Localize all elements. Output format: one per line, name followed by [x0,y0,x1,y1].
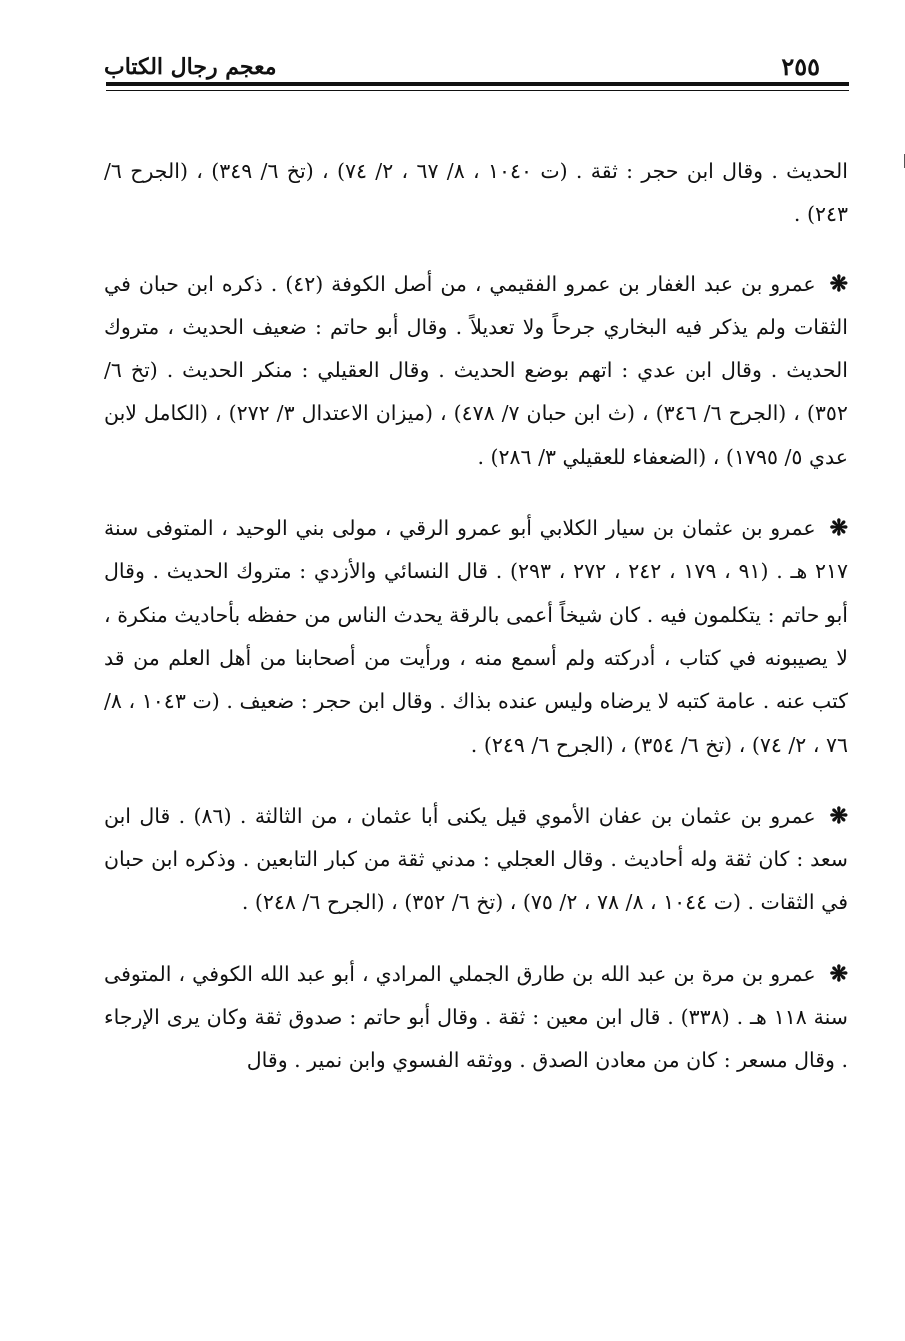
page-header [104,46,822,86]
entry-text: عمرو بن عثمان بن سيار الكلابي أبو عمرو الرقي ، مولى بني الوحيد ، المتوفى سنة ٢١٧ هـ . (٩١ ، ١٧٩ ، ٢٤٢ ، ٢٧٢ ، ٢٩٣) . قال النسائي والأزدي : متروك الحديث . وقال أبو حاتم : يتكلمون فيه . كان شيخاً أعمى بالرقة يحدث الناس من حفظه بأحاديث منكرة ، لا يصيبونه في كتاب ، أدركته ولم أسمع منه ، ورأيت من أصحابنا من أهل العلم من قد كتب عنه . عامة كتبه لا يرضاه وليس عنده بذاك . وقال ابن حجر : ضعيف . (ت ١٠٤٣ ، ٨/ ٧٦ ، ٢/ ٧٤) ، (تخ ٦/ ٣٥٤) ، (الجرح ٦/ ٢٤٩) . [104,516,849,757]
entry-text: عمرو بن عبد الغفار بن عمرو الفقيمي ، من أصل الكوفة (٤٢) . ذكره ابن حبان في الثقات ولم يذكر فيه البخاري جرحاً ولا تعديلاً . وقال أبو حاتم : ضعيف الحديث ، متروك الحديث . وقال ابن عدي : اتهم بوضع الحديث . وقال العقيلي : منكر الحديث . (تخ ٦/ ٣٥٢) ، (الجرح ٦/ ٣٤٦) ، (ث ابن حبان ٧/ ٤٧٨) ، (ميزان الاعتدال ٣/ ٢٧٢) ، (الكامل لابن عدي ٥/ ١٧٩٥) ، (الضعفاء للعقيلي ٣/ ٢٨٦) . [104,271,848,469]
header-rule-thin [106,90,849,91]
running-title: معجم رجال الكتاب [104,54,277,80]
entry-star-icon: ❋ [829,515,848,542]
entry-star-icon: ❋ [829,960,848,987]
entry-star-icon: ❋ [829,270,848,297]
entry-continuation [104,150,848,237]
entry-text: الحديث . وقال ابن حجر : ثقة . (ت ١٠٤٠ ، ٨/ ٦٧ ، ٢/ ٧٤) ، (تخ ٦/ ٣٤٩) ، (الجرح ٦/ ٢٤٣) . [104,159,848,227]
page-number: ٢٥٥ [781,52,820,81]
entry-text: عمرو بن عثمان بن عفان الأموي قيل يكنى أبا عثمان ، من الثالثة . (٨٦) . قال ابن سعد : كان ثقة وله أحاديث . وقال العجلي : مدني ثقة من كبار التابعين . وذكره ابن حبان في الثقات . (ت ١٠٤٤ ، ٨/ ٧٨ ، ٢/ ٧٥) ، (تخ ٦/ ٣٥٢) ، (الجرح ٦/ ٢٤٨) . [104,803,848,915]
entry-amr-ibn-abd-al-ghaffar [104,263,848,479]
entry-text: عمرو بن مرة بن عبد الله بن طارق الجملي المرادي ، أبو عبد الله الكوفي ، المتوفى سنة ١١٨ هـ . (٣٣٨) . قال ابن معين : ثقة . وقال أبو حاتم : صدوق ثقة وكان يرى الإرجاء . وقال مسعر : كان من معادن الصدق . ووثقه الفسوي وابن نمير . وقال [104,961,848,1073]
header-rule-thick [106,82,849,86]
page-body [104,150,848,1111]
entry-amr-ibn-murra [104,953,848,1083]
entry-amr-ibn-uthman-ibn-sayyar [104,507,848,767]
entry-amr-ibn-uthman-ibn-affan [104,795,848,925]
entry-star-icon: ❋ [829,802,848,829]
